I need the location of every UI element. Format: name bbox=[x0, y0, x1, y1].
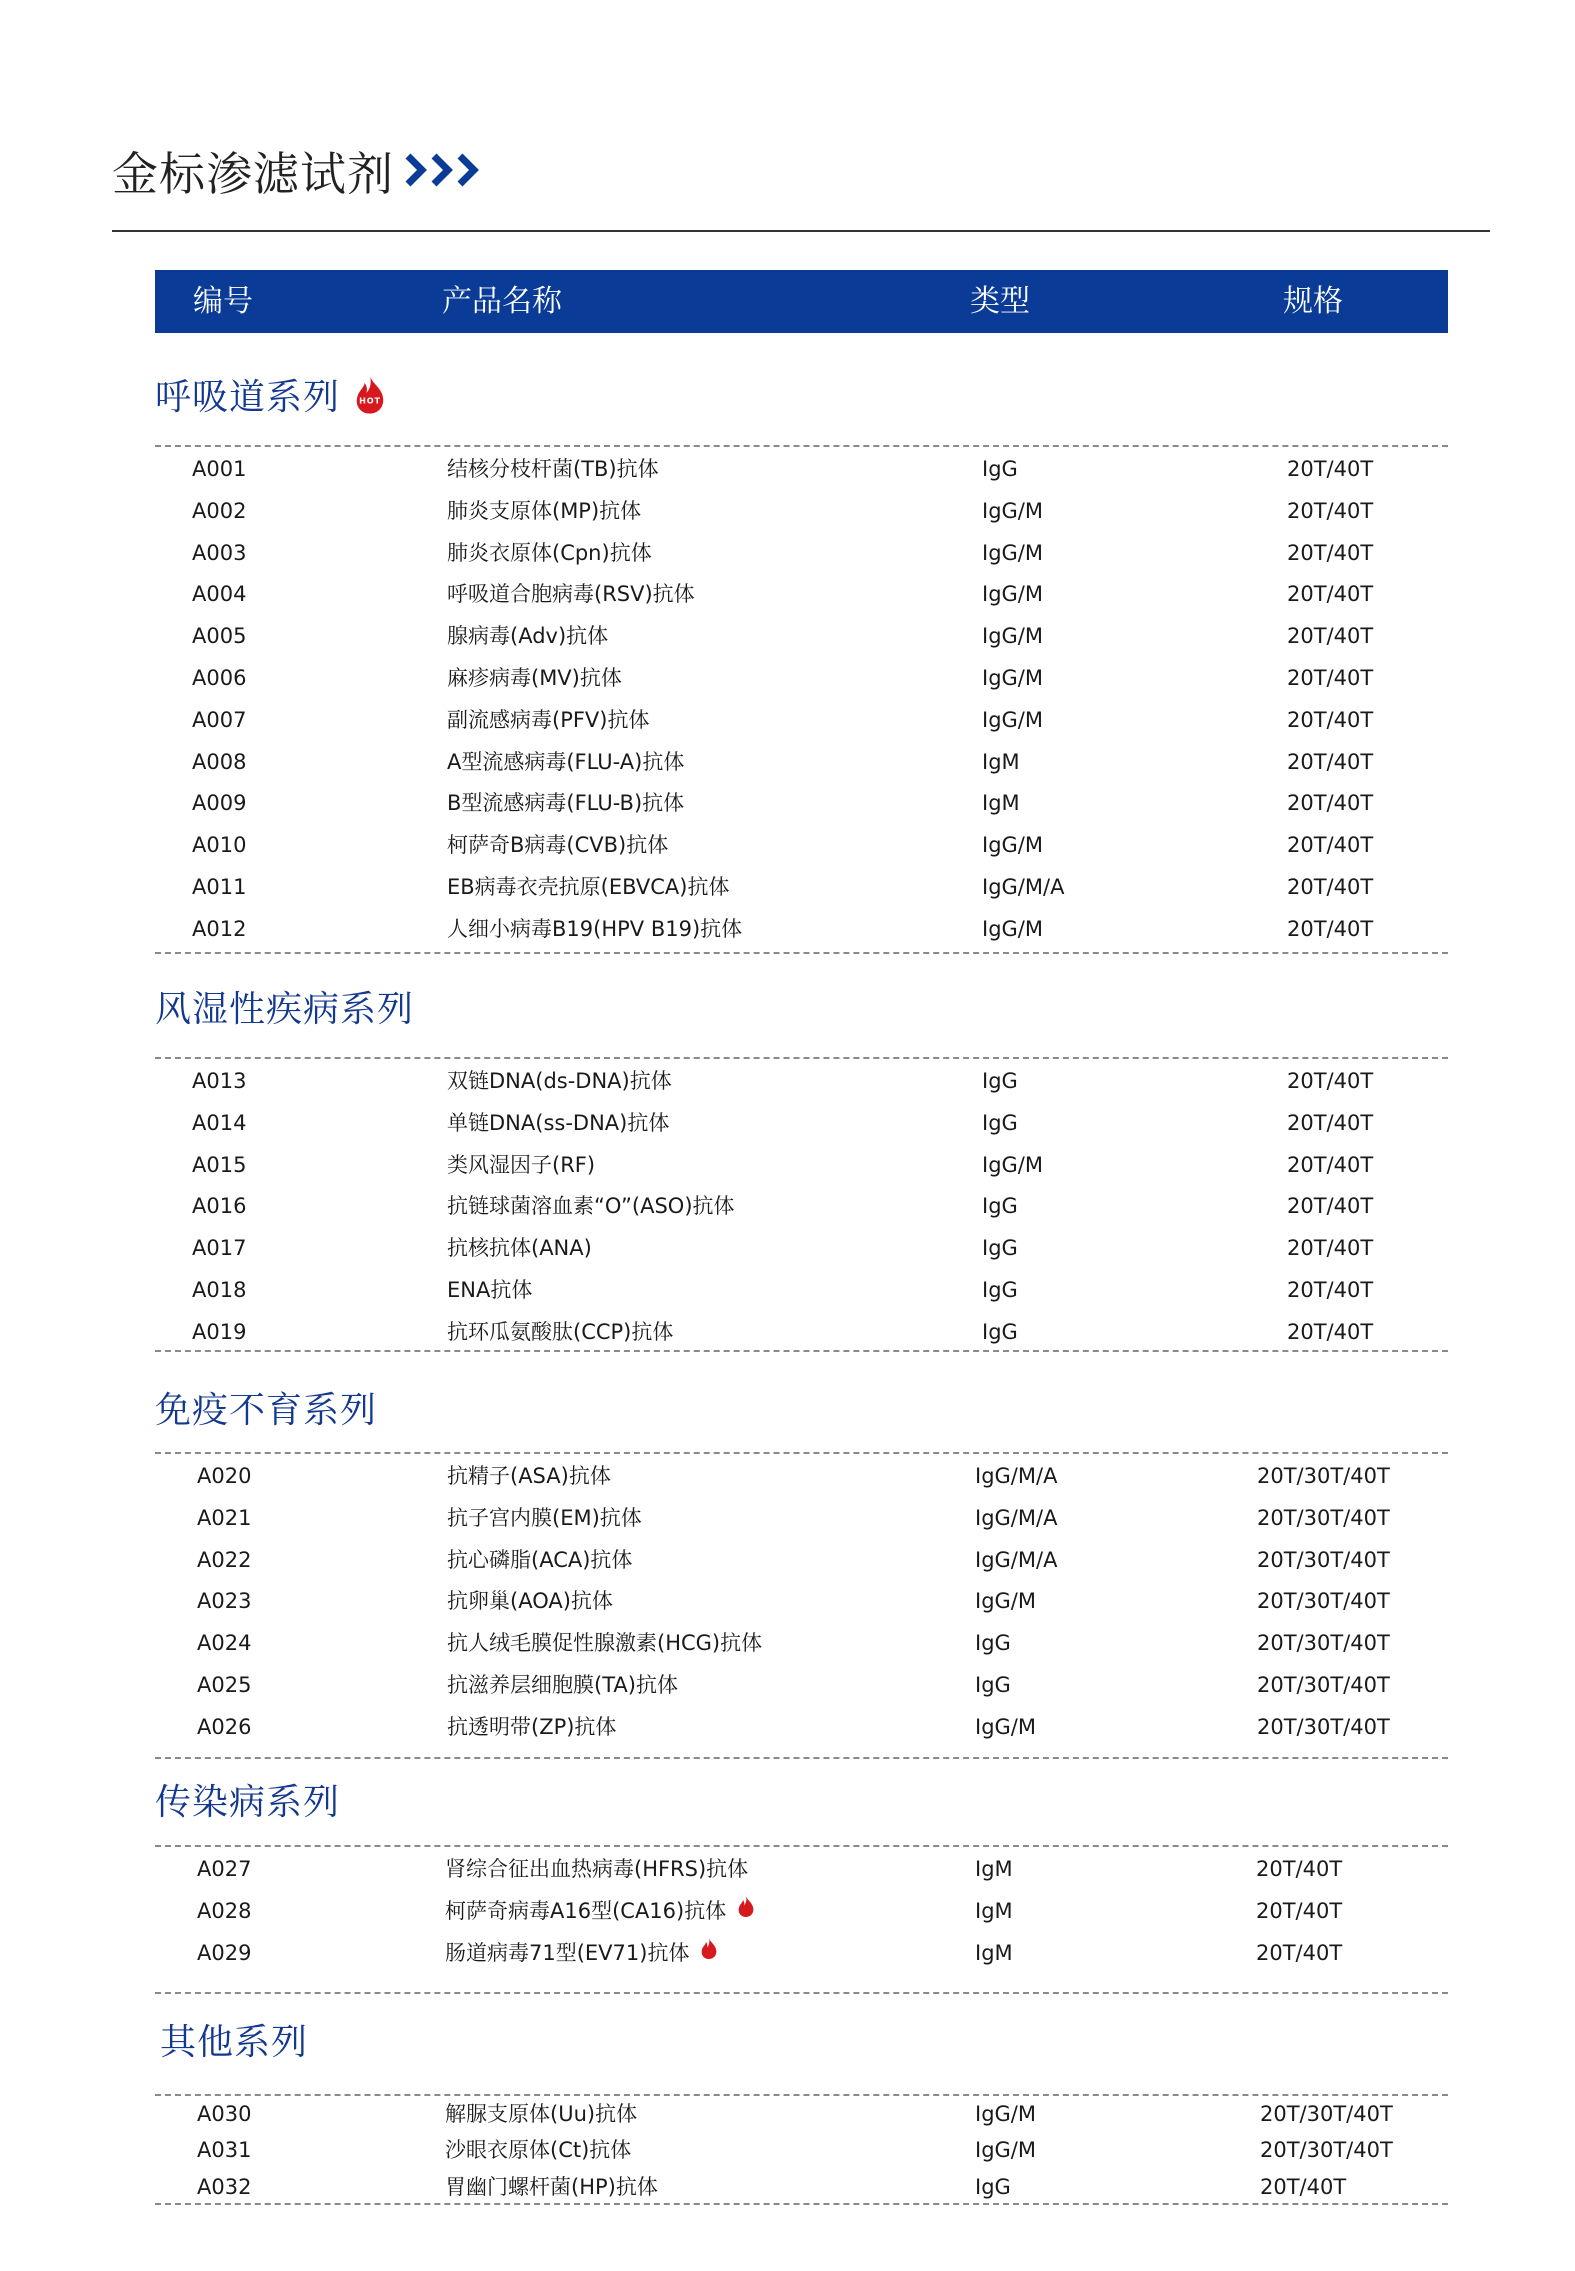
cell-type: IgG/M bbox=[982, 916, 1043, 941]
cell-code: A007 bbox=[192, 707, 247, 732]
cell-spec: 20T/30T/40T bbox=[1260, 2138, 1393, 2163]
cell-spec: 20T/40T bbox=[1287, 1236, 1374, 1261]
table-row bbox=[0, 448, 1575, 490]
cell-type: IgG bbox=[982, 1194, 1018, 1219]
cell-code: A016 bbox=[192, 1194, 247, 1219]
header-spec: 规格 bbox=[1283, 284, 1343, 319]
table-row bbox=[0, 1227, 1575, 1269]
cell-name: 解脲支原体(Uu)抗体 bbox=[445, 2102, 638, 2126]
cell-spec: 20T/30T/40T bbox=[1260, 2102, 1393, 2126]
cell-spec: 20T/40T bbox=[1287, 749, 1374, 774]
table-row bbox=[0, 1102, 1575, 1144]
cell-name: 抗核抗体(ANA) bbox=[447, 1236, 592, 1261]
table-row bbox=[0, 1269, 1575, 1311]
cell-name: 抗环瓜氨酸肽(CCP)抗体 bbox=[447, 1319, 674, 1344]
cell-spec: 20T/30T/40T bbox=[1257, 1505, 1390, 1530]
cell-type: IgG/M bbox=[982, 624, 1043, 649]
cell-spec: 20T/30T/40T bbox=[1257, 1547, 1390, 1572]
dashed-divider bbox=[155, 2203, 1448, 2205]
cell-code: A023 bbox=[197, 1589, 252, 1614]
cell-spec: 20T/40T bbox=[1287, 624, 1374, 649]
cell-code: A012 bbox=[192, 916, 247, 941]
cell-code: A011 bbox=[192, 875, 247, 899]
cell-name: 抗卵巢(AOA)抗体 bbox=[447, 1589, 613, 1614]
cell-code: A031 bbox=[197, 2138, 252, 2163]
table-row bbox=[0, 699, 1575, 741]
table-row bbox=[0, 657, 1575, 699]
cell-code: A014 bbox=[192, 1110, 247, 1135]
cell-name: 腺病毒(Adv)抗体 bbox=[447, 624, 609, 649]
cell-type: IgG/M/A bbox=[975, 1547, 1058, 1572]
section-title-text: 呼吸道系列 bbox=[155, 377, 341, 419]
table-row bbox=[0, 1890, 1575, 1932]
cell-name: B型流感病毒(FLU-B)抗体 bbox=[447, 791, 685, 816]
cell-name-wrapper bbox=[445, 1932, 689, 1974]
table-header bbox=[155, 270, 1448, 333]
cell-type: IgG/M bbox=[975, 2102, 1036, 2126]
table-row bbox=[0, 573, 1575, 615]
cell-name: 肺炎衣原体(Cpn)抗体 bbox=[447, 540, 652, 565]
table-row bbox=[0, 1144, 1575, 1186]
section-title-text: 免疫不育系列 bbox=[155, 1390, 378, 1431]
cell-spec: 20T/40T bbox=[1287, 1278, 1374, 1302]
cell-type: IgG/M bbox=[982, 582, 1043, 607]
cell-name: A型流感病毒(FLU-A)抗体 bbox=[447, 749, 685, 774]
table-row bbox=[0, 1455, 1575, 1497]
dashed-divider bbox=[155, 1992, 1448, 1994]
cell-name: 柯萨奇B病毒(CVB)抗体 bbox=[447, 833, 669, 858]
cell-name: 抗透明带(ZP)抗体 bbox=[447, 1714, 617, 1739]
cell-name: 沙眼衣原体(Ct)抗体 bbox=[445, 2138, 632, 2163]
table-row bbox=[0, 1311, 1575, 1353]
section-title-text: 其他系列 bbox=[160, 2022, 309, 2063]
cell-name-wrapper bbox=[445, 1890, 726, 1932]
section-title bbox=[155, 1782, 341, 1823]
section-title-text: 传染病系列 bbox=[155, 1782, 341, 1823]
cell-code: A024 bbox=[197, 1631, 252, 1656]
cell-spec: 20T/40T bbox=[1287, 540, 1374, 565]
header-code: 编号 bbox=[193, 284, 253, 319]
table-row bbox=[0, 824, 1575, 866]
cell-spec: 20T/40T bbox=[1260, 2174, 1347, 2199]
table-row bbox=[0, 1185, 1575, 1227]
cell-name: 柯萨奇病毒A16型(CA16)抗体 bbox=[445, 1898, 727, 1923]
cell-type: IgG bbox=[982, 1069, 1018, 1093]
cell-spec: 20T/40T bbox=[1287, 833, 1374, 858]
cell-code: A017 bbox=[192, 1236, 247, 1261]
cell-type: IgG bbox=[975, 1631, 1011, 1656]
cell-code: A004 bbox=[192, 582, 247, 607]
cell-code: A001 bbox=[192, 457, 247, 481]
cell-spec: 20T/30T/40T bbox=[1257, 1631, 1390, 1656]
cell-code: A009 bbox=[192, 791, 247, 816]
dashed-divider bbox=[155, 952, 1448, 954]
cell-name: 副流感病毒(PFV)抗体 bbox=[447, 707, 650, 732]
cell-name: 抗心磷脂(ACA)抗体 bbox=[447, 1547, 633, 1572]
table-row bbox=[0, 1664, 1575, 1706]
cell-code: A022 bbox=[197, 1547, 252, 1572]
hot-flame-icon bbox=[352, 374, 388, 422]
cell-type: IgG/M bbox=[982, 540, 1043, 565]
cell-name: ENA抗体 bbox=[447, 1278, 533, 1302]
table-row bbox=[0, 490, 1575, 532]
cell-spec: 20T/40T bbox=[1287, 582, 1374, 607]
cell-spec: 20T/40T bbox=[1287, 1194, 1374, 1219]
dashed-divider bbox=[155, 1350, 1448, 1352]
table-row bbox=[0, 1060, 1575, 1102]
triple-chevron-right-icon bbox=[402, 150, 484, 197]
cell-name: 单链DNA(ss-DNA)抗体 bbox=[447, 1110, 670, 1135]
cell-code: A013 bbox=[192, 1069, 247, 1093]
cell-code: A027 bbox=[197, 1857, 252, 1881]
cell-code: A015 bbox=[192, 1152, 247, 1177]
cell-spec: 20T/40T bbox=[1287, 666, 1374, 690]
cell-code: A008 bbox=[192, 749, 247, 774]
table-row bbox=[0, 2166, 1575, 2208]
table-row bbox=[0, 1580, 1575, 1622]
section-title bbox=[155, 1390, 378, 1431]
cell-type: IgM bbox=[982, 791, 1020, 816]
cell-type: IgG bbox=[982, 1110, 1018, 1135]
cell-name: 人细小病毒B19(HPV B19)抗体 bbox=[447, 916, 743, 941]
cell-spec: 20T/40T bbox=[1287, 1319, 1374, 1344]
cell-name: 抗链球菌溶血素“O”(ASO)抗体 bbox=[447, 1194, 735, 1219]
section-title bbox=[155, 989, 415, 1030]
section-title bbox=[155, 374, 388, 422]
cell-name: 抗子宫内膜(EM)抗体 bbox=[447, 1505, 642, 1530]
cell-type: IgG bbox=[975, 1673, 1011, 1697]
dashed-divider bbox=[155, 1845, 1448, 1847]
cell-name: 结核分枝杆菌(TB)抗体 bbox=[447, 457, 659, 481]
cell-spec: 20T/40T bbox=[1287, 498, 1374, 523]
cell-code: A019 bbox=[192, 1319, 247, 1344]
cell-spec: 20T/30T/40T bbox=[1257, 1714, 1390, 1739]
cell-spec: 20T/40T bbox=[1287, 457, 1374, 481]
cell-code: A029 bbox=[197, 1940, 252, 1965]
table-row bbox=[0, 1622, 1575, 1664]
cell-name: 双链DNA(ds-DNA)抗体 bbox=[447, 1069, 672, 1093]
cell-name: 肺炎支原体(MP)抗体 bbox=[447, 498, 642, 523]
cell-code: A026 bbox=[197, 1714, 252, 1739]
hot-label: HOT bbox=[359, 395, 381, 406]
cell-spec: 20T/40T bbox=[1287, 707, 1374, 732]
cell-code: A028 bbox=[197, 1898, 252, 1923]
table-row bbox=[0, 1848, 1575, 1890]
cell-spec: 20T/40T bbox=[1256, 1898, 1343, 1923]
cell-spec: 20T/30T/40T bbox=[1257, 1589, 1390, 1614]
cell-code: A010 bbox=[192, 833, 247, 858]
table-row bbox=[0, 1539, 1575, 1581]
cell-type: IgG bbox=[982, 1278, 1018, 1302]
table-row bbox=[0, 1706, 1575, 1748]
cell-name: 类风湿因子(RF) bbox=[447, 1152, 596, 1177]
cell-name: 麻疹病毒(MV)抗体 bbox=[447, 666, 622, 690]
cell-type: IgG/M bbox=[982, 1152, 1043, 1177]
section-title-text: 风湿性疾病系列 bbox=[155, 989, 415, 1030]
cell-name: 抗精子(ASA)抗体 bbox=[447, 1464, 611, 1488]
cell-type: IgG/M bbox=[975, 2138, 1036, 2163]
cell-type: IgG bbox=[975, 2174, 1011, 2199]
cell-code: A020 bbox=[197, 1464, 252, 1488]
cell-code: A006 bbox=[192, 666, 247, 690]
cell-type: IgG/M bbox=[982, 666, 1043, 690]
cell-spec: 20T/30T/40T bbox=[1257, 1673, 1390, 1697]
dashed-divider bbox=[155, 1452, 1448, 1454]
section-title bbox=[160, 2022, 309, 2063]
cell-name: 呼吸道合胞病毒(RSV)抗体 bbox=[447, 582, 695, 607]
cell-spec: 20T/40T bbox=[1287, 1110, 1374, 1135]
header-type: 类型 bbox=[970, 284, 1030, 319]
cell-name: 抗人绒毛膜促性腺激素(HCG)抗体 bbox=[447, 1631, 763, 1656]
cell-name: EB病毒衣壳抗原(EBVCA)抗体 bbox=[447, 875, 730, 899]
cell-spec: 20T/40T bbox=[1287, 791, 1374, 816]
table-row bbox=[0, 615, 1575, 657]
table-row bbox=[0, 1932, 1575, 1974]
table-row bbox=[0, 866, 1575, 908]
cell-code: A030 bbox=[197, 2102, 252, 2126]
cell-type: IgG/M bbox=[982, 498, 1043, 523]
cell-type: IgM bbox=[975, 1898, 1013, 1923]
dashed-divider bbox=[155, 1757, 1448, 1759]
table-row bbox=[0, 1497, 1575, 1539]
table-row bbox=[0, 741, 1575, 783]
cell-name: 肾综合征出血热病毒(HFRS)抗体 bbox=[445, 1857, 749, 1881]
cell-code: A005 bbox=[192, 624, 247, 649]
cell-code: A021 bbox=[197, 1505, 252, 1530]
cell-type: IgG/M bbox=[982, 833, 1043, 858]
table-row bbox=[0, 782, 1575, 824]
cell-name: 抗滋养层细胞膜(TA)抗体 bbox=[447, 1673, 678, 1697]
cell-spec: 20T/40T bbox=[1287, 875, 1374, 899]
cell-code: A025 bbox=[197, 1673, 252, 1697]
cell-type: IgG bbox=[982, 1319, 1018, 1344]
cell-type: IgG/M bbox=[975, 1589, 1036, 1614]
cell-type: IgG bbox=[982, 1236, 1018, 1261]
cell-type: IgG/M/A bbox=[982, 875, 1065, 899]
cell-name: 胃幽门螺杆菌(HP)抗体 bbox=[445, 2174, 658, 2199]
cell-type: IgG/M bbox=[975, 1714, 1036, 1739]
cell-code: A032 bbox=[197, 2174, 252, 2199]
cell-type: IgG/M/A bbox=[975, 1505, 1058, 1530]
cell-spec: 20T/30T/40T bbox=[1257, 1464, 1390, 1488]
cell-spec: 20T/40T bbox=[1287, 1152, 1374, 1177]
cell-code: A018 bbox=[192, 1278, 247, 1302]
cell-type: IgG/M bbox=[982, 707, 1043, 732]
cell-code: A002 bbox=[192, 498, 247, 523]
cell-type: IgM bbox=[975, 1857, 1013, 1881]
hot-flame-icon bbox=[736, 1890, 756, 1932]
hot-flame-icon bbox=[699, 1932, 719, 1974]
table-row bbox=[0, 908, 1575, 950]
page-title-text: 金标渗滤试剂 bbox=[112, 146, 394, 201]
title-divider bbox=[112, 230, 1490, 232]
dashed-divider bbox=[155, 445, 1448, 447]
cell-type: IgM bbox=[975, 1940, 1013, 1965]
header-name: 产品名称 bbox=[442, 284, 562, 319]
cell-spec: 20T/40T bbox=[1287, 916, 1374, 941]
cell-name: 肠道病毒71型(EV71)抗体 bbox=[445, 1940, 690, 1965]
cell-code: A003 bbox=[192, 540, 247, 565]
cell-type: IgG bbox=[982, 457, 1018, 481]
cell-spec: 20T/40T bbox=[1256, 1857, 1343, 1881]
cell-spec: 20T/40T bbox=[1287, 1069, 1374, 1093]
cell-type: IgM bbox=[982, 749, 1020, 774]
table-row bbox=[0, 532, 1575, 574]
cell-type: IgG/M/A bbox=[975, 1464, 1058, 1488]
cell-spec: 20T/40T bbox=[1256, 1940, 1343, 1965]
page-title bbox=[112, 146, 484, 201]
dashed-divider bbox=[155, 1057, 1448, 1059]
